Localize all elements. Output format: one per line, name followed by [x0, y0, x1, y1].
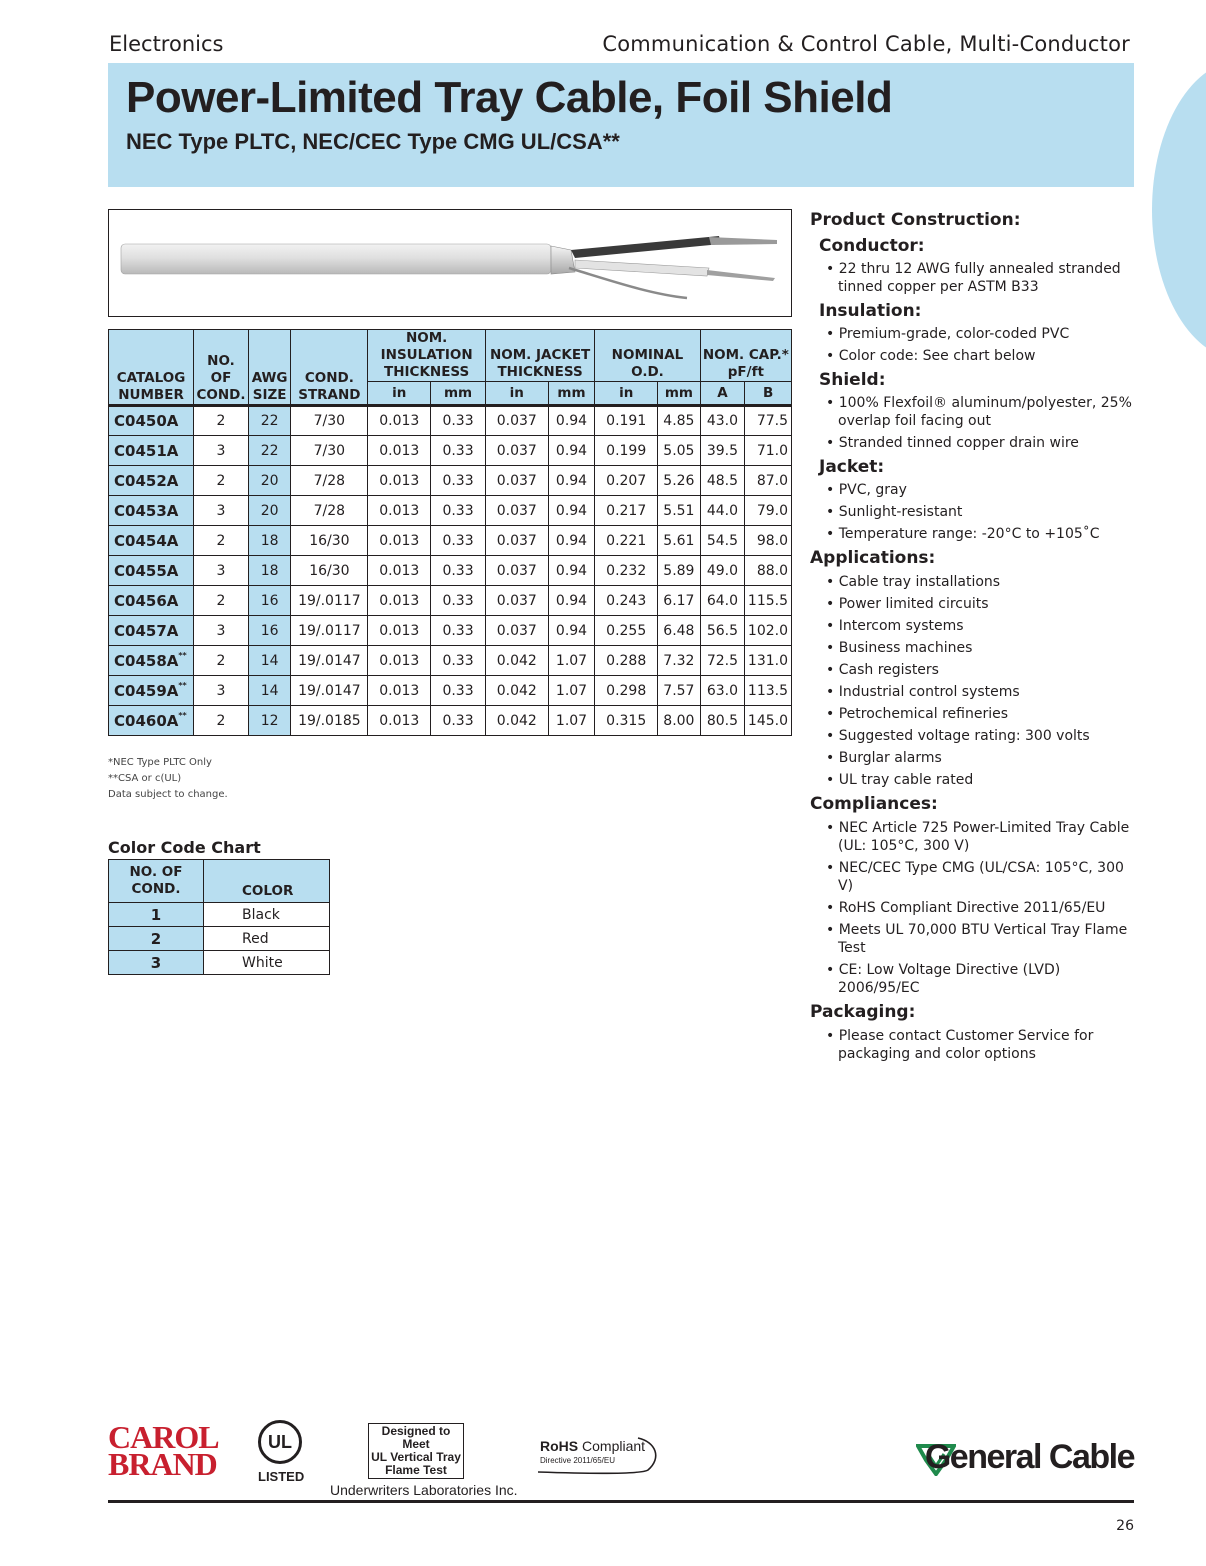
od-mm: 8.00 — [658, 706, 701, 736]
jacket-in: 0.037 — [485, 406, 548, 436]
catalog-number — [109, 556, 194, 586]
page-number: 26 — [1116, 1518, 1134, 1534]
header-text: NOM. CAP.* — [702, 347, 789, 363]
awg-size: 14 — [248, 676, 291, 706]
applications-heading: Applications: — [810, 548, 936, 568]
od-in: 0.199 — [595, 436, 658, 466]
color-code-title: Color Code Chart — [108, 838, 261, 857]
ul-tray-flame-badge — [330, 1423, 518, 1498]
od-in: 0.298 — [595, 676, 658, 706]
catalog-number — [109, 676, 194, 706]
cap-a: 49.0 — [700, 556, 745, 586]
cond-strand: 19/.0147 — [291, 676, 368, 706]
cap-a: 72.5 — [700, 646, 745, 676]
table-row — [109, 706, 792, 736]
insulation-in: 0.013 — [368, 436, 431, 466]
cap-a: 80.5 — [700, 706, 745, 736]
cond-strand: 16/30 — [291, 556, 368, 586]
list-item: • Suggested voltage rating: 300 volts — [826, 727, 1140, 745]
no-of-cond: 2 — [194, 586, 249, 616]
applications-list — [826, 573, 1140, 789]
col-header-no-of-cond — [194, 330, 249, 406]
jacket-mm: 0.94 — [548, 496, 595, 526]
catalog-number — [109, 436, 194, 466]
no-of-cond: 3 — [194, 436, 249, 466]
insulation-heading: Insulation: — [819, 301, 922, 321]
od-in: 0.315 — [595, 706, 658, 736]
jacket-mm: 0.94 — [548, 526, 595, 556]
cc-header-cond — [109, 860, 204, 903]
catalog-number — [109, 646, 194, 676]
cap-b: 115.5 — [745, 586, 792, 616]
list-item: • NEC Article 725 Power-Limited Tray Cable (UL: 105°C, 300 V) — [826, 819, 1140, 855]
header-text: pF/ft — [727, 364, 764, 380]
header-text: THICKNESS — [497, 364, 583, 380]
cap-b: 145.0 — [745, 706, 792, 736]
header-text: NOM. JACKET — [489, 347, 591, 363]
awg-size: 22 — [248, 406, 291, 436]
rohs-bold: RoHS — [540, 1438, 579, 1454]
awg-size: 16 — [248, 586, 291, 616]
list-item: • Petrochemical refineries — [826, 705, 1140, 723]
catalog-number-text: C0451A — [114, 441, 179, 460]
catalog-footnote-mark: ** — [178, 650, 187, 660]
header-text: COND. — [304, 370, 354, 386]
cap-a: 39.5 — [700, 436, 745, 466]
cap-a: 44.0 — [700, 496, 745, 526]
jacket-mm: 0.94 — [548, 586, 595, 616]
cc-cond: 3 — [109, 951, 204, 975]
awg-size: 18 — [248, 556, 291, 586]
table-row — [109, 496, 792, 526]
col-header-strand — [291, 330, 368, 406]
ul-company: Underwriters Laboratories Inc. — [330, 1482, 518, 1498]
ul-listed-logo — [258, 1420, 304, 1484]
awg-size: 18 — [248, 526, 291, 556]
od-mm: 7.32 — [658, 646, 701, 676]
insulation-in: 0.013 — [368, 556, 431, 586]
cc-color: Black — [204, 903, 330, 927]
list-item: • Burglar alarms — [826, 749, 1140, 767]
list-item: • Business machines — [826, 639, 1140, 657]
insulation-mm: 0.33 — [431, 706, 486, 736]
od-mm: 5.26 — [658, 466, 701, 496]
table-row — [109, 526, 792, 556]
no-of-cond: 2 — [194, 706, 249, 736]
tray-box-line: Designed to Meet — [381, 1424, 451, 1451]
jacket-in: 0.037 — [485, 526, 548, 556]
list-item: • RoHS Compliant Directive 2011/65/EU — [826, 899, 1140, 917]
cap-b: 87.0 — [745, 466, 792, 496]
awg-size: 22 — [248, 436, 291, 466]
cap-a: 48.5 — [700, 466, 745, 496]
cap-a: 63.0 — [700, 676, 745, 706]
catalog-number — [109, 496, 194, 526]
insulation-mm: 0.33 — [431, 526, 486, 556]
list-item: • Industrial control systems — [826, 683, 1140, 701]
unit-header: B — [745, 382, 792, 406]
unit-header: mm — [658, 382, 701, 406]
list-item: • NEC/CEC Type CMG (UL/CSA: 105°C, 300 V) — [826, 859, 1140, 895]
carol-line: BRAND — [108, 1446, 217, 1482]
general-cable-logo: General Cable — [924, 1438, 1134, 1476]
od-mm: 4.85 — [658, 406, 701, 436]
cap-b: 88.0 — [745, 556, 792, 586]
cond-strand: 19/.0147 — [291, 646, 368, 676]
ul-listed-text: LISTED — [258, 1469, 305, 1484]
header-text: CATALOG — [116, 370, 186, 386]
header-text: SIZE — [252, 387, 287, 403]
no-of-cond: 3 — [194, 676, 249, 706]
jacket-mm: 1.07 — [548, 676, 595, 706]
insulation-in: 0.013 — [368, 526, 431, 556]
footnote: **CSA or c(UL) — [108, 773, 182, 784]
jacket-mm: 1.07 — [548, 646, 595, 676]
insulation-list — [826, 325, 1140, 365]
no-of-cond: 2 — [194, 406, 249, 436]
compliances-list — [826, 819, 1140, 997]
list-item: • 100% Flexfoil® aluminum/polyester, 25% overlap foil facing out — [826, 394, 1140, 430]
page-subtitle: NEC Type PLTC, NEC/CEC Type CMG UL/CSA** — [126, 129, 620, 154]
unit-header: in — [595, 382, 658, 406]
jacket-mm: 1.07 — [548, 706, 595, 736]
jacket-in: 0.042 — [485, 646, 548, 676]
jacket-heading: Jacket: — [819, 457, 885, 477]
catalog-number-text: C0456A — [114, 591, 179, 610]
cap-b: 102.0 — [745, 616, 792, 646]
list-item: • 22 thru 12 AWG fully annealed stranded tinned copper per ASTM B33 — [826, 260, 1140, 296]
catalog-number-text: C0455A — [114, 561, 179, 580]
cc-header-color: COLOR — [204, 860, 330, 903]
conductor-list — [826, 260, 1140, 296]
insulation-mm: 0.33 — [431, 556, 486, 586]
tray-flame-box — [368, 1423, 464, 1479]
cond-strand: 16/30 — [291, 526, 368, 556]
catalog-footnote-mark: ** — [178, 680, 187, 690]
awg-size: 20 — [248, 466, 291, 496]
catalog-number-text: C0450A — [114, 412, 179, 430]
list-item: • PVC, gray — [826, 481, 1140, 499]
footer-logos — [108, 1419, 1134, 1498]
table-row — [109, 903, 330, 927]
carol-brand-logo — [108, 1419, 219, 1482]
table-row — [109, 436, 792, 466]
header-text: COND. — [196, 387, 246, 403]
page-title: Power-Limited Tray Cable, Foil Shield — [126, 73, 893, 122]
cond-strand: 19/.0185 — [291, 706, 368, 736]
catalog-number-text: C0460A — [114, 711, 179, 730]
header-text: COND. — [131, 881, 181, 897]
rohs-compliant: Compliant — [578, 1438, 646, 1454]
header-text: OF — [210, 370, 232, 386]
header-text: INSULATION — [380, 347, 473, 363]
no-of-cond: 3 — [194, 616, 249, 646]
jacket-list — [826, 481, 1140, 543]
header-text: NO. OF — [129, 864, 183, 880]
list-item: • Intercom systems — [826, 617, 1140, 635]
od-mm: 5.05 — [658, 436, 701, 466]
catalog-number-text: C0458A — [114, 651, 179, 670]
header-text: NOM. — [405, 330, 448, 346]
insulation-mm: 0.33 — [431, 676, 486, 706]
rohs-directive: Directive 2011/65/EU — [540, 1456, 615, 1465]
section-label: Electronics — [109, 32, 224, 56]
awg-size: 16 — [248, 616, 291, 646]
catalog-number — [109, 466, 194, 496]
unit-header: in — [368, 382, 431, 406]
catalog-number-text: C0459A — [114, 681, 179, 700]
cap-b: 79.0 — [745, 496, 792, 526]
side-tab-decoration — [1152, 60, 1206, 360]
insulation-in: 0.013 — [368, 646, 431, 676]
insulation-mm: 0.33 — [431, 466, 486, 496]
catalog-number-text: C0453A — [114, 501, 179, 520]
ul-mark-icon: UL — [258, 1420, 302, 1464]
tray-box-line: UL Vertical Tray — [371, 1450, 461, 1464]
catalog-number — [109, 586, 194, 616]
no-of-cond: 2 — [194, 646, 249, 676]
cap-a: 43.0 — [700, 406, 745, 436]
table-row — [109, 616, 792, 646]
od-mm: 6.17 — [658, 586, 701, 616]
jacket-in: 0.037 — [485, 436, 548, 466]
cc-cond: 1 — [109, 903, 204, 927]
cc-cond: 2 — [109, 927, 204, 951]
cc-color: Red — [204, 927, 330, 951]
od-in: 0.191 — [595, 406, 658, 436]
list-item: • Cable tray installations — [826, 573, 1140, 591]
cable-illustration — [109, 210, 792, 317]
no-of-cond: 3 — [194, 496, 249, 526]
header-text: NUMBER — [118, 387, 184, 403]
header-text: NO. — [207, 353, 235, 369]
footnotes — [108, 755, 228, 803]
jacket-in: 0.042 — [485, 676, 548, 706]
cable-spec-table — [108, 329, 792, 736]
insulation-mm: 0.33 — [431, 646, 486, 676]
awg-size: 12 — [248, 706, 291, 736]
cap-a: 54.5 — [700, 526, 745, 556]
insulation-mm: 0.33 — [431, 436, 486, 466]
col-header-od: NOMINAL O.D. — [595, 330, 700, 382]
awg-size: 14 — [248, 646, 291, 676]
color-code-table — [108, 859, 330, 975]
awg-size: 20 — [248, 496, 291, 526]
insulation-in: 0.013 — [368, 496, 431, 526]
list-item: • UL tray cable rated — [826, 771, 1140, 789]
rohs-logo — [538, 1434, 664, 1476]
insulation-mm: 0.33 — [431, 616, 486, 646]
od-mm: 5.51 — [658, 496, 701, 526]
cap-b: 71.0 — [745, 436, 792, 466]
col-header-capacitance — [700, 330, 791, 382]
insulation-mm: 0.33 — [431, 586, 486, 616]
catalog-number — [109, 526, 194, 556]
table-row — [109, 951, 330, 975]
od-in: 0.243 — [595, 586, 658, 616]
packaging-list — [826, 1027, 1140, 1063]
jacket-mm: 0.94 — [548, 616, 595, 646]
od-mm: 6.48 — [658, 616, 701, 646]
jacket-mm: 0.94 — [548, 556, 595, 586]
jacket-mm: 0.94 — [548, 406, 595, 436]
od-in: 0.288 — [595, 646, 658, 676]
jacket-in: 0.037 — [485, 556, 548, 586]
list-item: • Cash registers — [826, 661, 1140, 679]
cond-strand: 7/28 — [291, 466, 368, 496]
list-item: • Stranded tinned copper drain wire — [826, 434, 1140, 452]
list-item: • Color code: See chart below — [826, 347, 1140, 365]
catalog-number-text: C0454A — [114, 531, 179, 550]
unit-header: A — [700, 382, 745, 406]
cap-a: 56.5 — [700, 616, 745, 646]
insulation-in: 0.013 — [368, 616, 431, 646]
shield-heading: Shield: — [819, 370, 886, 390]
jacket-in: 0.037 — [485, 616, 548, 646]
table-row — [109, 466, 792, 496]
product-details — [810, 205, 1140, 1067]
cap-a: 64.0 — [700, 586, 745, 616]
od-mm: 7.57 — [658, 676, 701, 706]
construction-heading: Product Construction: — [810, 210, 1021, 230]
od-mm: 5.89 — [658, 556, 701, 586]
footnote: Data subject to change. — [108, 789, 228, 800]
od-in: 0.207 — [595, 466, 658, 496]
od-in: 0.217 — [595, 496, 658, 526]
catalog-number — [109, 406, 194, 436]
header-text: STRAND — [298, 387, 361, 403]
no-of-cond: 2 — [194, 526, 249, 556]
cond-strand: 19/.0117 — [291, 616, 368, 646]
title-band — [108, 63, 1134, 187]
table-row — [109, 586, 792, 616]
cond-strand: 7/30 — [291, 406, 368, 436]
cond-strand: 7/30 — [291, 436, 368, 466]
cond-strand: 19/.0117 — [291, 586, 368, 616]
cable-photo — [108, 209, 792, 317]
tray-box-line: Flame Test — [385, 1463, 447, 1477]
od-mm: 5.61 — [658, 526, 701, 556]
catalog-number-text: C0457A — [114, 621, 179, 640]
od-in: 0.232 — [595, 556, 658, 586]
cap-b: 131.0 — [745, 646, 792, 676]
col-header-insulation — [368, 330, 486, 382]
shield-list — [826, 394, 1140, 452]
cap-b: 98.0 — [745, 526, 792, 556]
conductor-heading: Conductor: — [819, 236, 925, 256]
unit-header: mm — [431, 382, 486, 406]
spec-table-body — [109, 406, 792, 736]
jacket-in: 0.037 — [485, 496, 548, 526]
footnote: *NEC Type PLTC Only — [108, 757, 212, 768]
insulation-in: 0.013 — [368, 706, 431, 736]
catalog-number — [109, 616, 194, 646]
od-in: 0.221 — [595, 526, 658, 556]
insulation-in: 0.013 — [368, 676, 431, 706]
table-row — [109, 676, 792, 706]
cc-color: White — [204, 951, 330, 975]
catalog-footnote-mark: ** — [178, 710, 187, 720]
insulation-mm: 0.33 — [431, 496, 486, 526]
no-of-cond: 3 — [194, 556, 249, 586]
catalog-number — [109, 706, 194, 736]
cap-b: 113.5 — [745, 676, 792, 706]
col-header-awg — [248, 330, 291, 406]
catalog-number-text: C0452A — [114, 471, 179, 490]
list-item: • Premium-grade, color-coded PVC — [826, 325, 1140, 343]
rohs-text — [540, 1438, 645, 1454]
header-text: AWG — [251, 370, 288, 386]
table-row — [109, 556, 792, 586]
insulation-in: 0.013 — [368, 466, 431, 496]
jacket-in: 0.037 — [485, 466, 548, 496]
carol-line: CAROL — [108, 1419, 219, 1455]
od-in: 0.255 — [595, 616, 658, 646]
list-item: • Power limited circuits — [826, 595, 1140, 613]
jacket-in: 0.037 — [485, 586, 548, 616]
no-of-cond: 2 — [194, 466, 249, 496]
col-header-catalog — [109, 330, 194, 406]
compliances-heading: Compliances: — [810, 794, 938, 814]
cond-strand: 7/28 — [291, 496, 368, 526]
list-item: • Sunlight-resistant — [826, 503, 1140, 521]
list-item: • Temperature range: -20°C to +105˚C — [826, 525, 1140, 543]
cap-b: 77.5 — [745, 406, 792, 436]
jacket-mm: 0.94 — [548, 466, 595, 496]
table-row — [109, 406, 792, 436]
bottom-rule — [108, 1500, 1134, 1503]
table-row — [109, 646, 792, 676]
list-item: • Meets UL 70,000 BTU Vertical Tray Flame Test — [826, 921, 1140, 957]
category-label: Communication & Control Cable, Multi-Conductor — [602, 32, 1130, 56]
insulation-mm: 0.33 — [431, 406, 486, 436]
jacket-in: 0.042 — [485, 706, 548, 736]
jacket-mm: 0.94 — [548, 436, 595, 466]
list-item: • CE: Low Voltage Directive (LVD) 2006/95/EC — [826, 961, 1140, 997]
insulation-in: 0.013 — [368, 406, 431, 436]
packaging-heading: Packaging: — [810, 1002, 916, 1022]
unit-header: in — [485, 382, 548, 406]
list-item: • Please contact Customer Service for packaging and color options — [826, 1027, 1140, 1063]
insulation-in: 0.013 — [368, 586, 431, 616]
col-header-jacket — [485, 330, 594, 382]
table-row — [109, 927, 330, 951]
unit-header: mm — [548, 382, 595, 406]
header-text: THICKNESS — [384, 364, 470, 380]
